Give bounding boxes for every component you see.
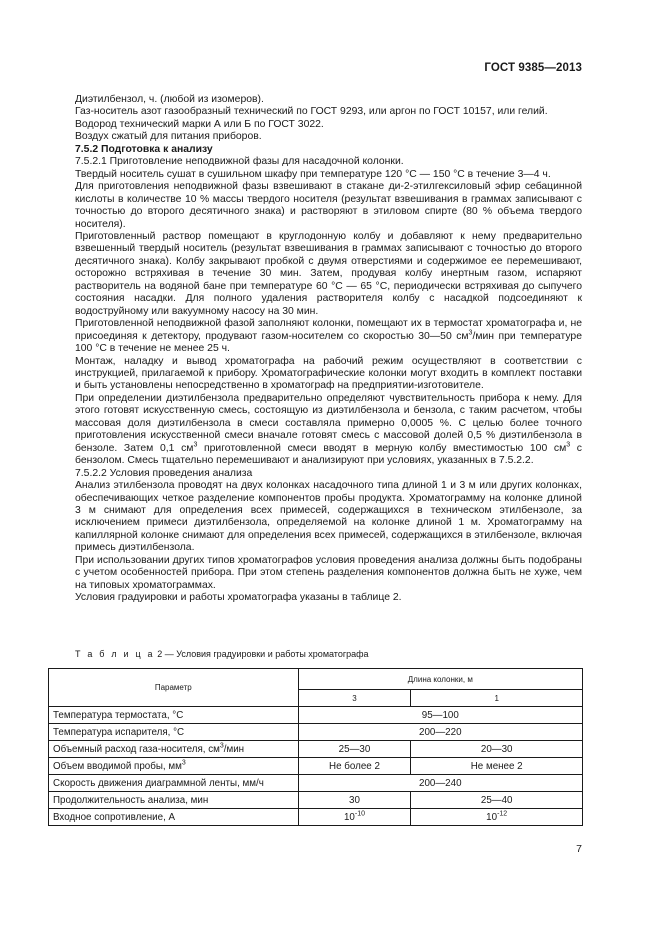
- table-row: [49, 792, 583, 809]
- paragraph: При использовании других типов хроматографов условия проведения анализа должны быть подобраны с учетом особенностей прибора. При этом степень разделения компонентов должна быть не хуже, чем на типовых хроматограммах.: [75, 554, 582, 591]
- caption-label: Т а б л и ц а: [75, 649, 155, 659]
- main-content: [75, 94, 582, 605]
- reagent-line: Водород технический марки А или Б по ГОСТ 3022.: [75, 118, 324, 130]
- table-caption: [75, 649, 369, 660]
- subsection-title: 7.5.2.1 Приготовление неподвижной фазы для насадочной колонки.: [75, 156, 404, 168]
- value-cell: 25—30: [298, 741, 411, 758]
- param-cell: Скорость движения диаграммной ленты, мм/ч: [49, 775, 299, 792]
- text-run: При определении диэтилбензола предварительно определяют чувствительность прибора к нему. Для этого готовят искусственную смесь, состоящую из диэтилбензола и бензола, с таким расчетом, чтобы массовая доля диэтилбензола в смеси составляла примерно 0,0005 %. С целью более точного приготовления искусственной смеси вначале готовят смесь с массовой долей 0,5 % диэтилбензола в бензоле. Затем 0,1 см: [75, 392, 582, 454]
- table-header-row: [49, 669, 583, 690]
- table-row: [49, 775, 583, 792]
- paragraph: [75, 318, 582, 355]
- superscript: -10: [354, 810, 365, 818]
- superscript: 3: [181, 759, 186, 767]
- value-cell: Не менее 2: [411, 758, 583, 775]
- value-cell: 200—220: [298, 724, 582, 741]
- table-row: [49, 707, 583, 724]
- paragraph: Анализ этилбензола проводят на двух колонках насадочного типа длиной 1 и 3 м или других колонках, обеспечивающих четкое разделение компонентов пробы продукта. Хроматограмму на колонке длиной 3 м снимают для определения всех примесей, содержащихся в техническом этилбензоле, за исключением примеси диэтилбензола, определяемой на колонке длиной 1 м. Хроматограмму на капиллярной колонке снимают для определения всех примесей, содержащихся в этилбензоле, включая примесь диэтилбензола.: [75, 480, 582, 554]
- conditions-table: [48, 668, 583, 826]
- paragraph: Твердый носитель сушат в сушильном шкафу при температуре 120 °С — 150 °С в течение 3—4 ч.: [75, 168, 551, 180]
- value-cell: 20—30: [411, 741, 583, 758]
- paragraph: Монтаж, наладку и вывод хроматографа на рабочий режим осуществляют в соответствии с инструкцией, прилагаемой к прибору. Хроматографические колонки могут входить в комплект поставки и быть установлены непосредственно в хроматограф на предприятии-изготовителе.: [75, 355, 582, 392]
- value-cell: [298, 809, 411, 826]
- reagent-line: Воздух сжатый для питания приборов.: [75, 131, 262, 143]
- value-cell: Не более 2: [298, 758, 411, 775]
- text-run: с бензолом. Смесь тщательно перемешивают и анализируют при условиях, указанных в 7.5.2.2.: [75, 442, 582, 467]
- reagent-line: Диэтилбензол, ч. (любой из изомеров).: [75, 94, 264, 105]
- header-col-3: 3: [298, 690, 411, 707]
- paragraph: Условия градуировки и работы хроматографа указаны в таблице 2.: [75, 592, 402, 604]
- text-run: приготовленной смеси вводят в мерную колбу вместимостью 100 см: [197, 442, 567, 454]
- table-row: [49, 758, 583, 775]
- param-cell: Входное сопротивление, А: [49, 809, 299, 826]
- superscript: -12: [497, 810, 508, 818]
- param-cell: [49, 758, 299, 775]
- value-cell: 200—240: [298, 775, 582, 792]
- text-run: 10: [343, 811, 355, 823]
- paragraph: Для приготовления неподвижной фазы взвешивают в стакане ди-2-этилгексиловый эфир себацинной кислоты в количестве 10 % массы твердого носителя (результат взвешивания в граммах записывают с точностью до второго десятичного знака) и растворяют в этиловом спирте (80 % объема твердого носителя).: [75, 181, 582, 230]
- superscript: 3: [566, 441, 571, 449]
- value-cell: 30: [298, 792, 411, 809]
- text-run: /мин при температуре 100 °С в течение не менее 25 ч.: [75, 330, 582, 355]
- reagent-line: Газ-носитель азот газообразный технический по ГОСТ 9293, или аргон по ГОСТ 10157, или гелий.: [75, 106, 548, 118]
- table-row: [49, 809, 583, 826]
- param-cell: Продолжительность анализа, мин: [49, 792, 299, 809]
- paragraph: Приготовленный раствор помещают в круглодонную колбу и добавляют к нему предварительно взвешенный твердый носитель (результат взвешивания в граммах записывают с точностью до второго десятичного знака). Колбу закрывают пробкой с двумя отверстиями и содержимое ее перемешивают, осторожно встряхивая в течение 30 мин. Затем, продувая колбу инертным газом, испаряют растворитель на водяной бане при температуре 60 °С — 65 °С, периодически встряхивая до сыпучего состояния насадки. Для полного удаления растворителя колбу с насадкой подсоединяют к водоструйному или вакуумному насосу на 30 мин.: [75, 230, 582, 317]
- document-header: ГОСТ 9385—2013: [484, 62, 582, 74]
- header-param: Параметр: [49, 669, 299, 707]
- superscript: 3: [468, 329, 473, 337]
- header-col-1: 1: [411, 690, 583, 707]
- page-number: 7: [576, 843, 582, 855]
- subsection-title: 7.5.2.2 Условия проведения анализа: [75, 467, 253, 479]
- section-title: 7.5.2 Подготовка к анализу: [75, 143, 213, 155]
- text-run: 10: [486, 811, 498, 823]
- value-cell: 25—40: [411, 792, 583, 809]
- text-run: Объем вводимой пробы, мм: [53, 760, 182, 772]
- param-cell: [49, 741, 299, 758]
- value-cell: 95—100: [298, 707, 582, 724]
- param-cell: Температура термостата, °С: [49, 707, 299, 724]
- superscript: 3: [219, 742, 224, 750]
- paragraph: [75, 393, 582, 468]
- value-cell: [411, 809, 583, 826]
- superscript: 3: [193, 441, 198, 449]
- text-run: Объемный расход газа-носителя, см: [53, 743, 220, 755]
- param-cell: Температура испарителя, °С: [49, 724, 299, 741]
- caption-text: 2 — Условия градуировки и работы хроматографа: [157, 649, 369, 659]
- text-run: /мин: [223, 743, 245, 755]
- header-length: Длина колонки, м: [298, 669, 582, 690]
- table-row: [49, 724, 583, 741]
- table-row: [49, 741, 583, 758]
- text-run: Приготовленной неподвижной фазой заполняют колонки, помещают их в термостат хроматографа и, не присоединяя к детектору, продувают газом-носителем со скоростью 30—50 см: [75, 318, 582, 342]
